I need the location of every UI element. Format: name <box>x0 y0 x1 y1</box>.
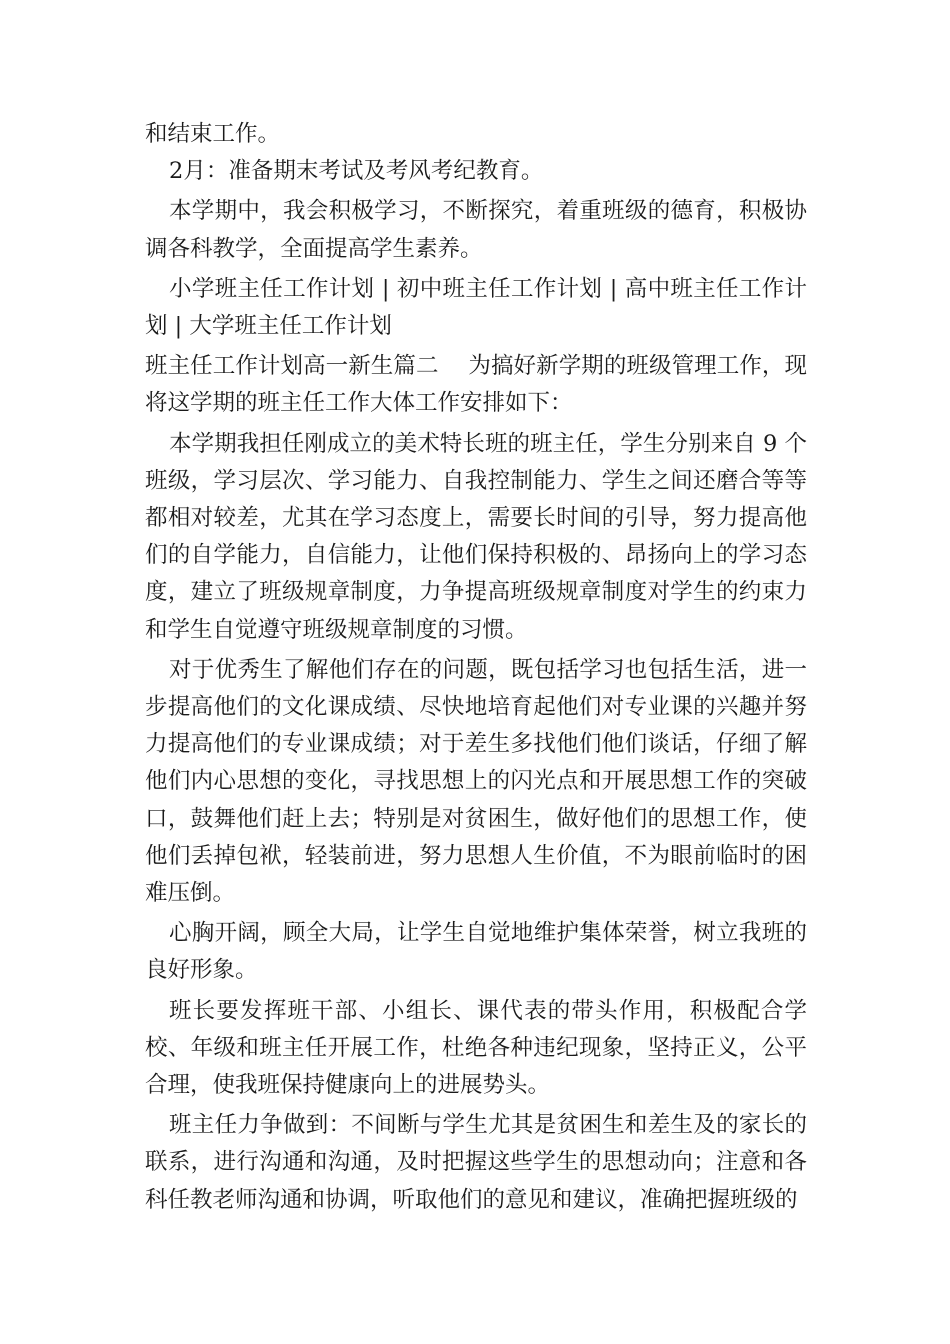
paragraph: 班主任力争做到：不间断与学生尤其是贫困生和差生及的家长的联系，进行沟通和沟通，及时把握这些学生的思想动向；注意和各科任教老师沟通和协调，听取他们的意见和建议，准确把握班级的 <box>145 1112 807 1213</box>
paragraph: 本学期中，我会积极学习，不断探究，着重班级的德育，积极协调各科教学，全面提高学生素养。 <box>145 198 807 262</box>
paragraph: 对于优秀生了解他们存在的问题，既包括学习也包括生活，进一步提高他们的文化课成绩、尽快地培育起他们对专业课的兴趣并努力提高他们的专业课成绩；对于差生多找他们他们谈话，仔细了解他们内心思想的变化，寻找思想上的闪光点和开展思想工作的突破口，鼓舞他们赶上去；特别是对贫困生，做好他们的思想工作，使他们丢掉包袱，轻装前进，努力思想人生价值，不为眼前临时的困难压倒。 <box>145 656 807 907</box>
paragraph: 班主任工作计划高一新生篇二 为搞好新学期的班级管理工作，现将这学期的班主任工作大体工作安排如下： <box>145 353 807 417</box>
paragraph: 班长要发挥班干部、小组长、课代表的带头作用，积极配合学校、年级和班主任开展工作，杜绝各种违纪现象，坚持正义，公平合理，使我班保持健康向上的进展势头。 <box>145 997 807 1099</box>
paragraph: 心胸开阔，顾全大局，让学生自觉地维护集体荣誉，树立我班的良好形象。 <box>145 920 807 984</box>
paragraph: 本学期我担任刚成立的美术特长班的班主任，学生分别来自 9 个班级，学习层次、学习能力、自我控制能力、学生之间还磨合等等都相对较差，尤其在学习态度上，需要长时间的引导，努力提高他们的自学能力，自信能力，让他们保持积极的、昂扬向上的学习态度，建立了班级规章制度，力争提高班级规章制度对学生的约束力和学生自觉遵守班级规章制度的习惯。 <box>145 430 807 643</box>
paragraph: 和结束工作。 <box>145 121 281 147</box>
paragraph: 2月：准备期末考试及考风考纪教育。 <box>169 158 544 185</box>
document-body <box>145 116 807 1219</box>
paragraph: 小学班主任工作计划 | 初中班主任工作计划 | 高中班主任工作计划 | 大学班主任工作计划 <box>145 275 807 340</box>
